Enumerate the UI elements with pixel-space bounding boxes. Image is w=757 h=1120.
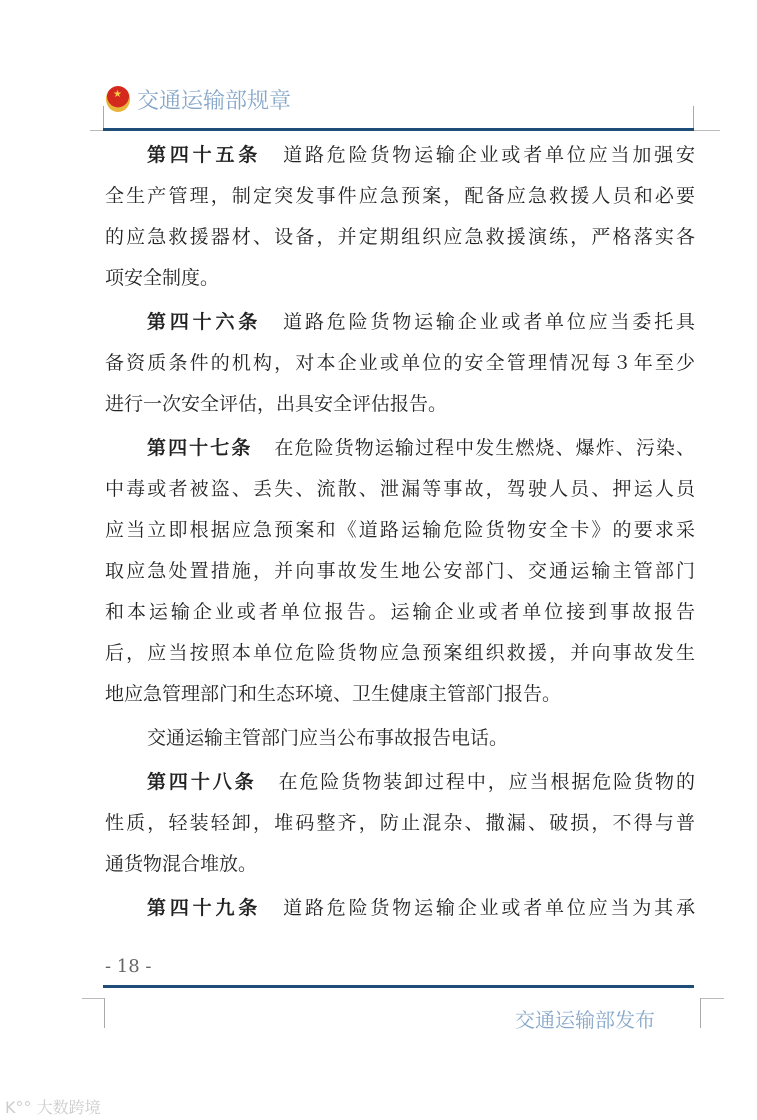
text-line: [105, 176, 695, 217]
line-text: 中毒或者被盗、丢失、流散、泄漏等事故，驾驶人员、押运人员: [105, 478, 695, 500]
text-line: [105, 674, 695, 715]
article-number: 第四十八条: [147, 771, 257, 793]
text-line: [105, 469, 695, 510]
line-text: 在危险货物装卸过程中，应当根据危险货物的: [278, 771, 695, 793]
line-text: 性质，轻装轻卸，堆码整齐，防止混杂、撒漏、破损，不得与普: [105, 812, 695, 834]
footer-rule: [103, 985, 694, 988]
text-line: [105, 343, 695, 384]
watermark: K°° 大数跨境: [5, 1098, 101, 1117]
footer-publisher: 交通运输部发布: [515, 1008, 655, 1032]
line-text: 项安全制度。: [105, 267, 220, 289]
paragraph: [105, 135, 695, 299]
header-rule: [103, 128, 694, 131]
crop-mark: [694, 130, 720, 131]
article-number: 第四十六条: [147, 311, 262, 333]
line-text: 在危险货物运输过程中发生燃烧、爆炸、污染、: [274, 437, 695, 459]
text-line: [105, 633, 695, 674]
text-line: [105, 592, 695, 633]
paragraph: [105, 762, 695, 885]
line-text: 备资质条件的机构，对本企业或单位的安全管理情况每３年至少: [105, 352, 695, 374]
text-line: [105, 803, 695, 844]
line-text: 地应急管理部门和生态环境、卫生健康主管部门报告。: [105, 683, 562, 705]
line-text: 的应急救援器材、设备，并定期组织应急救援演练，严格落实各: [105, 226, 695, 248]
page-number: - 18 -: [105, 956, 152, 977]
text-line: [105, 217, 695, 258]
national-emblem-icon: [106, 86, 130, 112]
document-body: [105, 135, 695, 932]
text-line: [105, 844, 695, 885]
crop-mark: [104, 998, 105, 1028]
text-line: [105, 551, 695, 592]
text-line: [105, 135, 695, 176]
header-title: 交通运输部规章: [137, 89, 292, 114]
text-line: [105, 428, 695, 469]
line-text: 和本运输企业或者单位报告。运输企业或者单位接到事故报告: [105, 601, 695, 623]
line-text: 通货物混合堆放。: [105, 853, 258, 875]
text-line: [105, 510, 695, 551]
line-text: 应当立即根据应急预案和《道路运输危险货物安全卡》的要求采: [105, 519, 695, 541]
text-line: [105, 258, 695, 299]
line-text: 交通运输主管部门应当公布事故报告电话。: [147, 727, 509, 749]
text-line: [105, 302, 695, 343]
line-text: 进行一次安全评估，出具安全评估报告。: [105, 393, 448, 415]
article-number: 第四十五条: [147, 144, 262, 166]
text-line: [105, 718, 695, 759]
line-text: 全生产管理，制定突发事件应急预案，配备应急救援人员和必要: [105, 185, 695, 207]
text-line: [105, 888, 695, 929]
line-text: 道路危险货物运输企业或者单位应当加强安: [283, 144, 695, 166]
crop-mark: [700, 998, 701, 1028]
text-line: [105, 384, 695, 425]
crop-mark: [693, 106, 694, 130]
crop-mark: [700, 998, 724, 999]
paragraph: [105, 302, 695, 425]
text-line: [105, 762, 695, 803]
crop-mark: [82, 998, 104, 999]
paragraph: [105, 428, 695, 715]
article-number: 第四十七条: [147, 437, 253, 459]
paragraph: [105, 718, 695, 759]
crop-mark: [103, 106, 104, 130]
line-text: 道路危险货物运输企业或者单位应当委托具: [283, 311, 695, 333]
line-text: 道路危险货物运输企业或者单位应当为其承: [283, 897, 695, 919]
article-number: 第四十九条: [147, 897, 262, 919]
line-text: 取应急处置措施，并向事故发生地公安部门、交通运输主管部门: [105, 560, 695, 582]
line-text: 后，应当按照本单位危险货物应急预案组织救援，并向事故发生: [105, 642, 695, 664]
crop-mark: [90, 130, 104, 131]
paragraph: [105, 888, 695, 929]
